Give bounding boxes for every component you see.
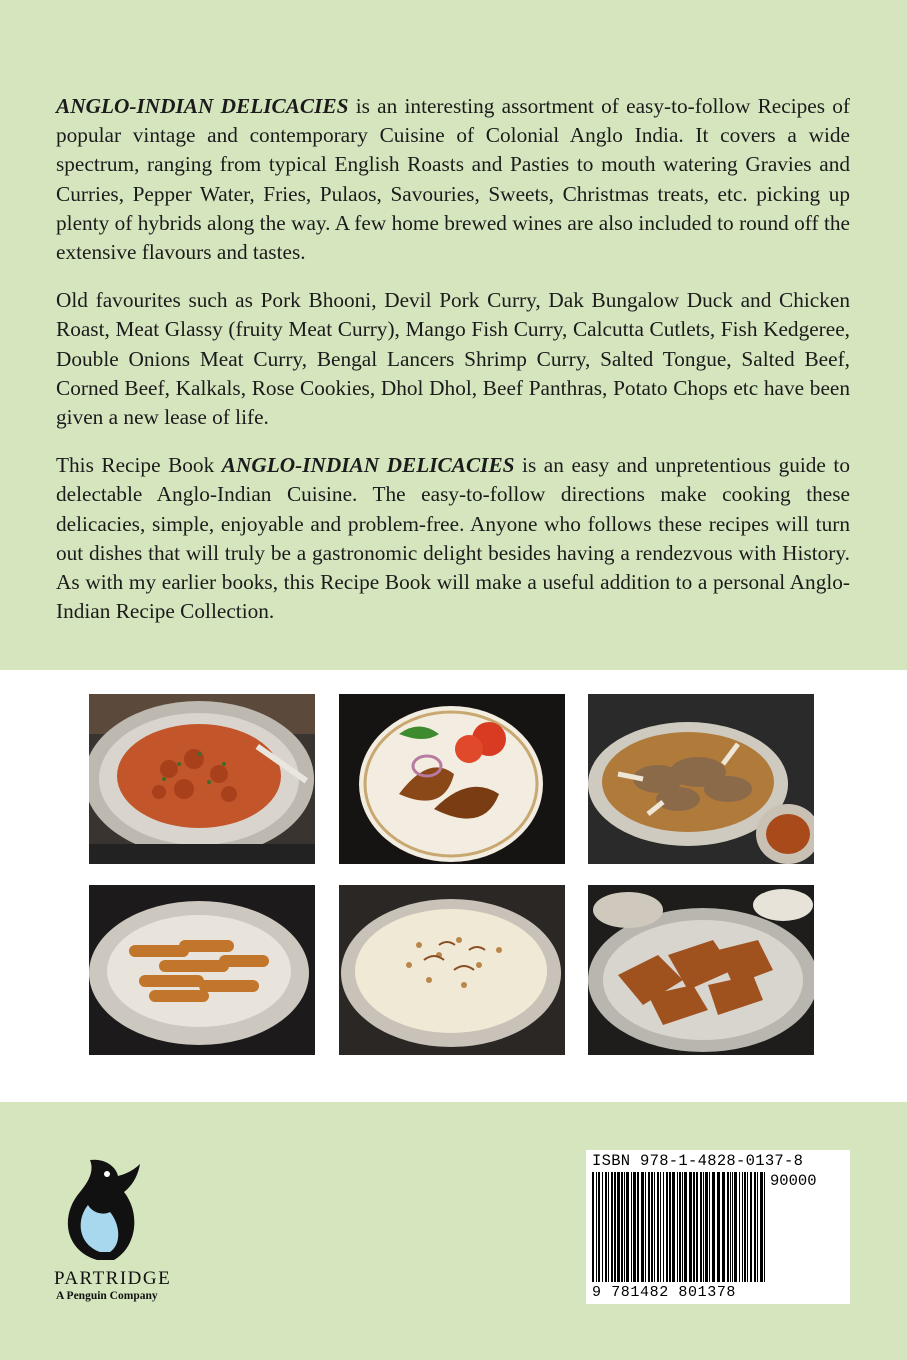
barcode-bars <box>592 1172 768 1282</box>
food-photo-curry <box>89 694 315 864</box>
publisher-name: PARTRIDGE <box>54 1268 172 1289</box>
food-photo-cutlets <box>588 885 814 1055</box>
blurb-paragraph-2: Old favourites such as Pork Bhooni, Devil Pork Curry, Dak Bungalow Duck and Chicken Roast, Meat Glassy (fruity Meat Curry), Mango Fish Curry, Calcutta Cutlets, Fish Kedgeree, Double Onions Meat Curry, Bengal Lancers Shrimp Curry, Salted Tongue, Salted Beef, Corned Beef, Kalkals, Rose Cookies, Dhol Dhol, Beef Panthras, Potato Chops etc have been given a new lease of life. <box>56 288 850 430</box>
blurb-text: is an interesting assortment of easy-to-follow Recipes of popular vintage and contemporary Cuisine of Colonial Anglo India. It covers a wide spectrum, ranging from typical English Roasts and Pasties to mouth watering Gravies and Curries, Pepper Water, Fries, Pulaos, Savouries, Sweets, Christmas treats, etc. picking up plenty of hybrids along the way. A few home brewed wines are also included to round off the extensive flavours and tastes. <box>56 94 850 265</box>
book-title-mention: ANGLO-INDIAN DELICACIES <box>56 94 349 118</box>
price-code: 90000 <box>770 1172 817 1190</box>
blurb-paragraph-1 <box>56 92 850 267</box>
food-photo-croquettes <box>89 885 315 1055</box>
book-title-mention: ANGLO-INDIAN DELICACIES <box>221 453 515 478</box>
blurb-section <box>0 0 907 670</box>
blurb-paragraph-3 <box>56 451 850 626</box>
isbn-label: ISBN 978-1-4828-0137-8 <box>592 1152 804 1170</box>
food-photo-fried-fish <box>339 694 565 864</box>
blurb-text: This Recipe Book <box>56 453 222 478</box>
publisher-tagline: A Penguin Company <box>56 1290 158 1302</box>
food-photo-mutton-chops <box>588 694 814 864</box>
isbn-barcode <box>586 1150 850 1304</box>
food-photo-pulao <box>339 885 565 1055</box>
blurb-text: is an easy and unpretentious guide to delectable Anglo-Indian Cuisine. The easy-to-follow directions make cooking these delicacies, simple, enjoyable and problem-free. Anyone who follows these recipes will turn out dishes that will truly be a gastronomic delight besides having a rendezvous with History. As with my earlier books, this Recipe Book will make a useful addition to a personal Anglo-Indian Recipe Collection. <box>56 453 850 624</box>
partridge-bird-icon <box>52 1150 202 1275</box>
ean-digits: 9 781482 801378 <box>592 1284 737 1301</box>
food-photo-grid <box>0 670 907 1102</box>
back-cover-footer <box>0 1102 907 1360</box>
back-cover-blurb <box>56 92 850 645</box>
